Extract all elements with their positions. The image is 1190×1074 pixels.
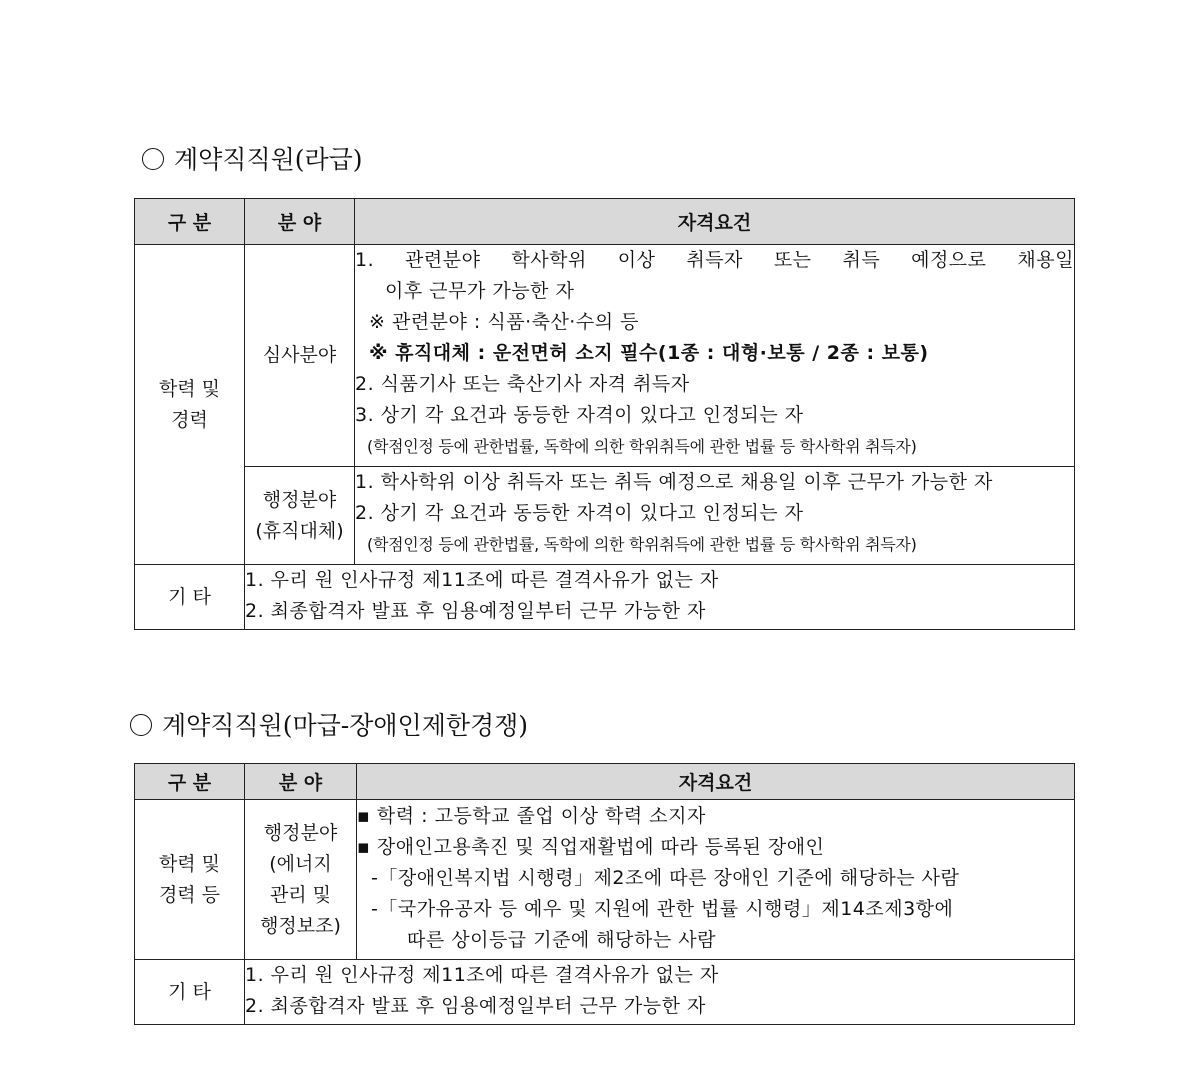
requirement-subline: -「국가유공자 등 예우 및 지원에 관한 법률 시행령」제14조제3항에: [371, 898, 954, 920]
category-cell: 기 타: [135, 960, 245, 1025]
table-row: [135, 800, 1075, 960]
requirement-line: 2. 최종합격자 발표 후 임용예정일부터 근무 가능한 자: [245, 600, 706, 622]
requirement-subline: -「장애인복지법 시행령」제2조에 따른 장애인 기준에 해당하는 사람: [371, 867, 960, 889]
table-row: [135, 467, 1075, 565]
requirements-cell: [355, 245, 1075, 467]
etc-requirements-cell: [245, 565, 1075, 630]
section-title: [142, 140, 363, 176]
table-header-row: [135, 764, 1075, 800]
field-name: 행정분야: [263, 821, 338, 844]
field-name: (휴직대체): [255, 519, 344, 542]
requirement-line: 2. 상기 각 요건과 동등한 자격이 있다고 인정되는 자: [355, 502, 804, 524]
field-cell: [245, 245, 355, 467]
requirements-cell: [357, 800, 1075, 960]
requirement-note: ※ 관련분야 : 식품·축산·수의 등: [369, 311, 639, 333]
requirement-line: 1. 우리 원 인사규정 제11조에 따른 결격사유가 없는 자: [245, 569, 719, 591]
header-field: 분 야: [245, 764, 357, 800]
table-row: [135, 245, 1075, 467]
circle-bullet-icon: [130, 714, 152, 736]
requirement-note-small: (학점인정 등에 관한법률, 독학에 의한 학위취득에 관한 법률 등 학사학위 취득자): [367, 535, 917, 554]
field-name: 행정분야: [262, 488, 337, 511]
requirement-note-small: (학점인정 등에 관한법률, 독학에 의한 학위취득에 관한 법률 등 학사학위 취득자): [367, 437, 917, 456]
category-line: 학력 및: [158, 852, 221, 875]
category-cell: [135, 245, 245, 565]
field-cell: [245, 467, 355, 565]
etc-requirements-cell: [245, 960, 1075, 1025]
requirement-line: 1. 우리 원 인사규정 제11조에 따른 결격사유가 없는 자: [245, 964, 719, 986]
requirement-line: 이후 근무가 가능한 자: [385, 280, 575, 302]
section-title-text: 계약직직원(마급-장애인제한경쟁): [162, 711, 529, 740]
category-line: 학력 및: [158, 377, 221, 400]
requirements-table-ma: [134, 763, 1075, 1025]
requirement-subline: 따른 상이등급 기준에 해당하는 사람: [407, 929, 716, 951]
requirement-line: 1. 관련분야 학사학위 이상 취득자 또는 취득 예정으로 채용일: [355, 249, 1074, 271]
category-cell: 기 타: [135, 565, 245, 630]
requirement-line: 1. 학사학위 이상 취득자 또는 취득 예정으로 채용일 이후 근무가 가능한 자: [355, 471, 993, 493]
requirements-table-ra: [134, 198, 1075, 630]
table-row: [135, 960, 1075, 1025]
requirement-line: 3. 상기 각 요건과 동등한 자격이 있다고 인정되는 자: [355, 404, 804, 426]
requirement-line: ▪ 장애인고용촉진 및 직업재활법에 따라 등록된 장애인: [357, 836, 825, 858]
field-cell: [245, 800, 357, 960]
field-name: 심사분야: [262, 344, 337, 366]
header-category: 구 분: [135, 764, 245, 800]
table-row: [135, 565, 1075, 630]
category-line: 경력 등: [158, 883, 221, 906]
table-header-row: [135, 199, 1075, 245]
requirement-line: 2. 식품기사 또는 축산기사 자격 취득자: [355, 373, 690, 395]
category-line: 경력: [171, 408, 208, 431]
section-title: [130, 706, 528, 742]
header-category: 구 분: [135, 199, 245, 245]
field-name: (에너지: [269, 852, 332, 875]
requirement-line: ▪ 학력 : 고등학교 졸업 이상 학력 소지자: [357, 805, 706, 827]
field-name: 관리 및: [269, 883, 332, 906]
header-requirements: 자격요건: [355, 199, 1075, 245]
circle-bullet-icon: [142, 148, 164, 170]
section-title-text: 계약직직원(라급): [174, 145, 363, 174]
field-name: 행정보조): [260, 914, 341, 937]
header-requirements: 자격요건: [357, 764, 1075, 800]
requirements-cell: [355, 467, 1075, 565]
requirement-line: 2. 최종합격자 발표 후 임용예정일부터 근무 가능한 자: [245, 995, 706, 1017]
category-cell: [135, 800, 245, 960]
requirement-note-bold: ※ 휴직대체 : 운전면허 소지 필수(1종 : 대형·보통 / 2종 : 보통): [369, 342, 929, 364]
header-field: 분 야: [245, 199, 355, 245]
